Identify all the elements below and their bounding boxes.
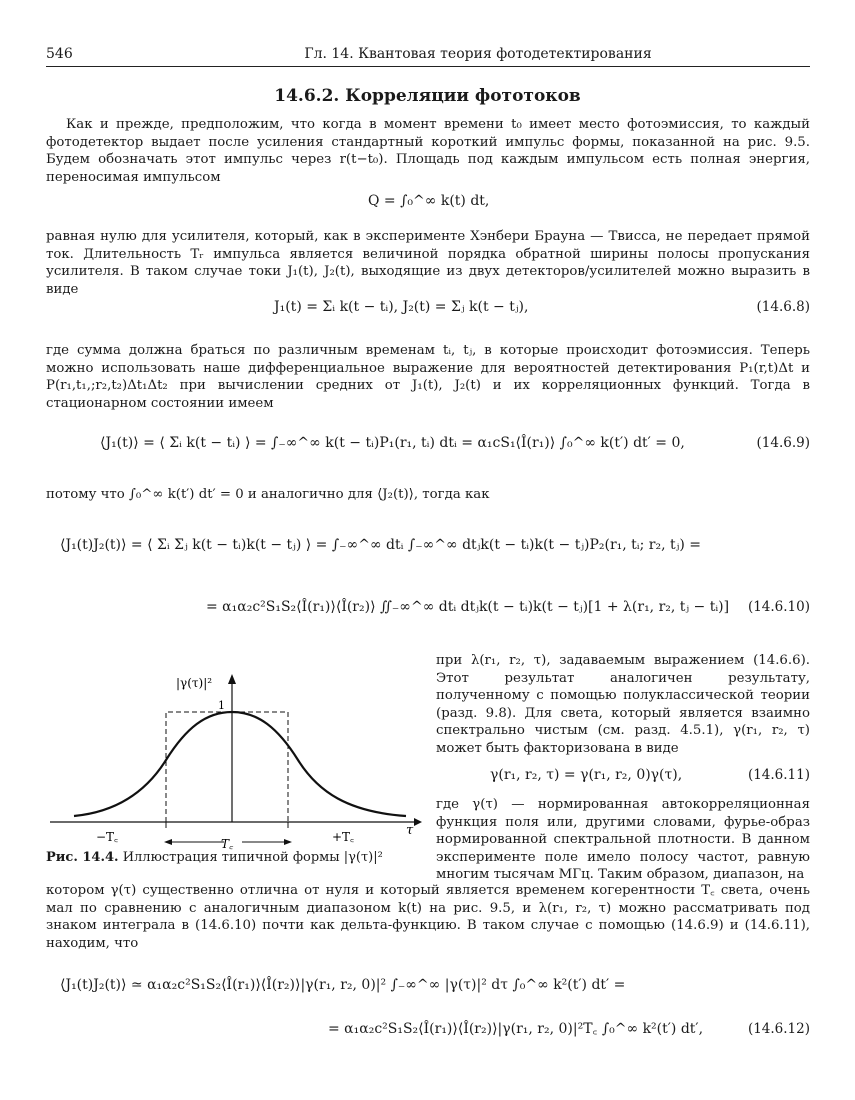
equation-14-6-8	[46, 292, 810, 334]
equation-14-6-9	[46, 424, 810, 470]
paragraph-7: котором γ(τ) существенно отлична от нуля и который является временем когерентности T꜀ света, очень мал по сравнению с аналогичным диапазоном k(t) на рис. 9.5, и λ(r₁, r₂, τ) можно рассматривать под знаком интеграла в (14.6.10) почти как дельта-функцию. В таком случае с помощью (14.6.9) и (14.6.11), находим, что	[46, 883, 810, 951]
right-tick-label: +T꜀	[332, 830, 355, 844]
width-arrow-right-head	[284, 839, 292, 845]
equation-14-6-12b	[46, 1012, 810, 1052]
equation-14-6-10b-body: = α₁α₂c²S₁S₂⟨Î(r₁)⟩⟨Î(r₂)⟩ ∬₋∞^∞ dtᵢ dtⱼk(t − tᵢ)k(t − tⱼ)[1 + λ(r₁, r₂, tⱼ − tᵢ)]	[206, 599, 730, 615]
equation-14-6-12a	[46, 966, 810, 1006]
equation-number-14-6-10: (14.6.10)	[747, 599, 810, 615]
peak-label: 1	[218, 699, 225, 712]
paragraph-3: где сумма должна браться по различным временам tᵢ, tⱼ, в которые происходит фотоэмиссия. Теперь можно использовать наше дифференциальное выражение для вероятностей детектирования P₁(r,t)Δt и P(r₁,t₁,;r₂,t₂)Δt₁Δt₂ при вычислении средних от J₁(t), J₂(t) и их корреляционных функций. Тогда в стационарном состоянии имеем	[46, 343, 810, 411]
equation-14-6-10b	[46, 588, 810, 628]
paragraph-4: потому что ∫₀^∞ k(t′) dt′ = 0 и аналогично для ⟨J₂(t)⟩, тогда как	[46, 487, 490, 502]
page-number: 546	[46, 46, 73, 62]
y-axis-arrow	[228, 674, 236, 684]
equation-number-14-6-12: (14.6.12)	[747, 1021, 810, 1037]
equation-14-6-8-body: J₁(t) = Σᵢ k(t − tᵢ), J₂(t) = Σⱼ k(t − tⱼ),	[274, 299, 529, 315]
running-header	[46, 44, 810, 67]
equation-14-6-11	[436, 764, 810, 790]
figure-caption	[46, 850, 426, 865]
equation-14-6-11-body: γ(r₁, r₂, τ) = γ(r₁, r₂, 0)γ(τ),	[490, 767, 683, 783]
paragraph-1: Как и прежде, предположим, что когда в момент времени t₀ имеет место фотоэмиссия, то каждый фотодетектор выдает после усиления стандартный короткий импульс формы, показанной на рис. 9.5. Будем обозначать этот импульс через r(t−t₀). Площадь под каждым импульсом есть полная энергия, переносимая импульсом	[46, 117, 810, 185]
equation-number-14-6-8: (14.6.8)	[756, 299, 810, 315]
paragraph-6: где γ(τ) — нормированная автокорреляционная функция поля или, другими словами, фурье-образ нормированной спектральной плотности. В данном эксперименте поле имело полосу частот, равную многим тысячам МГц. Таким образом, диапазон, на	[436, 797, 810, 882]
equation-number-14-6-9: (14.6.9)	[756, 435, 810, 451]
running-title: Гл. 14. Квантовая теория фотодетектирования	[304, 46, 652, 62]
gamma-curve	[74, 712, 406, 816]
equation-14-6-10a	[46, 528, 810, 568]
rectangle-approximation	[166, 712, 288, 822]
equation-number-14-6-11: (14.6.11)	[747, 767, 810, 783]
paragraph-5: при λ(r₁, r₂, τ), задаваемым выражением (14.6.6). Этот результат аналогичен результату, полученному с помощью полуклассической теории (разд. 9.8). Для света, который является взаимно спектрально чистым (см. разд. 4.5.1), γ(r₁, r₂, τ) может быть факторизована в виде	[436, 653, 810, 756]
paragraph-2: равная нулю для усилителя, который, как в эксперименте Хэнбери Брауна — Твисса, не передает прямой ток. Длительность Tᵣ импульса является величиной порядка обратной ширины полосы пропускания усилителя. В таком случае токи J₁(t), J₂(t), выходящие из двух детекторов/усилителей можно выразить в виде	[46, 229, 810, 297]
figure-caption-label: Рис. 14.4.	[46, 850, 119, 865]
equation-14-6-12a-body: ⟨J₁(t)J₂(t)⟩ ≃ α₁α₂c²S₁S₂⟨Î(r₁)⟩⟨Î(r₂)⟩|γ(r₁, r₂, 0)|² ∫₋∞^∞ |γ(τ)|² dτ ∫₀^∞ k²(t′) dt′ =	[60, 977, 626, 993]
y-axis-label: |γ(τ)|²	[176, 676, 213, 690]
figure-gamma-plot	[46, 662, 426, 852]
x-axis-arrow	[414, 818, 422, 826]
section-title: 14.6.2. Корреляции фототоков	[274, 86, 581, 106]
width-label: T꜀	[221, 837, 234, 851]
left-tick-label: −T꜀	[96, 830, 119, 844]
x-axis-label: τ	[406, 823, 414, 838]
width-arrow-left-head	[164, 839, 172, 845]
figure-caption-text: Иллюстрация типичной формы |γ(τ)|²	[118, 850, 383, 865]
equation-q	[46, 184, 810, 224]
equation-14-6-12b-body: = α₁α₂c²S₁S₂⟨Î(r₁)⟩⟨Î(r₂)⟩|γ(r₁, r₂, 0)|²T꜀ ∫₀^∞ k²(t′) dt′,	[328, 1021, 704, 1037]
equation-q-body: Q = ∫₀^∞ k(t) dt,	[368, 193, 490, 209]
equation-14-6-10a-body: ⟨J₁(t)J₂(t)⟩ = ⟨ Σᵢ Σⱼ k(t − tᵢ)k(t − tⱼ) ⟩ = ∫₋∞^∞ dtᵢ ∫₋∞^∞ dtⱼk(t − tᵢ)k(t − tⱼ)P₂(r₁, tᵢ; r₂, tⱼ) =	[60, 537, 701, 553]
equation-14-6-9-body: ⟨J₁(t)⟩ = ⟨ Σᵢ k(t − tᵢ) ⟩ = ∫₋∞^∞ k(t − tᵢ)P₁(r₁, tᵢ) dtᵢ = α₁cS₁⟨Î(r₁)⟩ ∫₀^∞ k(t′) dt′ = 0,	[100, 435, 685, 451]
